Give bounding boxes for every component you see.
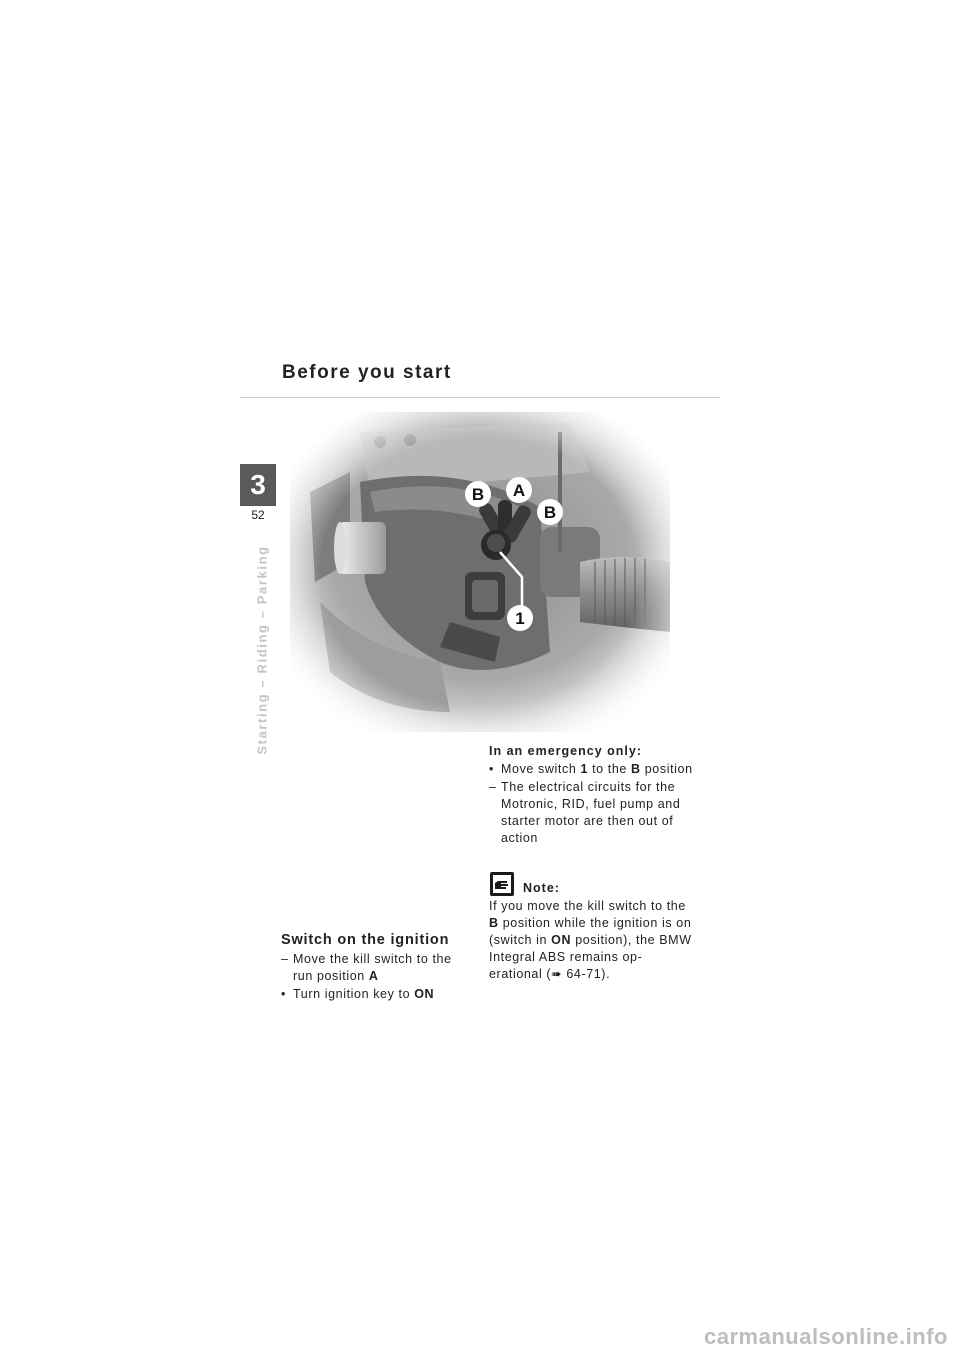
note-text-part: 64-71). — [562, 967, 611, 981]
svg-text:B: B — [543, 503, 557, 522]
note-text-part: position), the BMW Integral ABS remains op-erational ( — [489, 933, 692, 981]
svg-text:B: B — [471, 485, 485, 504]
item-bold: ON — [414, 987, 435, 1001]
page-number: 52 — [251, 508, 265, 522]
item-text: Move switch — [501, 762, 581, 776]
section-side-caption: Starting – Riding – Parking — [254, 545, 270, 755]
list-item — [281, 986, 461, 1003]
list-item — [489, 761, 694, 778]
title-divider — [240, 397, 720, 398]
item-text: position — [640, 762, 693, 776]
item-text: Turn ignition key to — [293, 987, 415, 1001]
bullet-marker: • — [489, 762, 494, 776]
left-column — [281, 932, 461, 1004]
reference-arrow-icon: ➠ — [551, 967, 563, 981]
right-column — [489, 743, 694, 983]
callout-a — [506, 477, 532, 503]
note-text-part: position while the ignition is on (switch in — [489, 916, 692, 947]
dash-marker: – — [489, 780, 497, 794]
item-bold: B — [631, 762, 641, 776]
watermark: carmanualsonline.info — [704, 1324, 948, 1349]
svg-text:A: A — [512, 481, 526, 500]
note-header — [489, 871, 694, 897]
emergency-heading: In an emergency only: — [489, 744, 642, 758]
list-item — [281, 951, 461, 985]
callout-1 — [507, 605, 533, 631]
note-block — [489, 871, 694, 983]
item-bold: A — [368, 969, 379, 983]
list-item — [489, 779, 694, 847]
bullet-marker: • — [281, 987, 286, 1001]
note-text-part: If you move the kill switch to the — [489, 899, 686, 913]
page-title: Before you start — [282, 362, 452, 383]
callout-b-right — [537, 499, 563, 525]
dash-marker: – — [281, 952, 289, 966]
item-bold: 1 — [580, 762, 589, 776]
note-text — [489, 898, 694, 983]
item-text: The electrical circuits for the Motronic, RID, fuel pump and starter motor are then out of action — [501, 780, 681, 845]
callout-b-left — [465, 481, 491, 507]
note-label: Note: — [523, 881, 560, 895]
item-text: Move the kill switch to the run position — [293, 952, 452, 983]
note-bold: ON — [551, 933, 572, 947]
section-heading: Switch on the ignition — [281, 932, 450, 948]
note-bold: B — [489, 916, 499, 930]
item-text: to the — [588, 762, 632, 776]
chapter-tab: 3 — [240, 464, 276, 505]
svg-text:1: 1 — [515, 609, 525, 628]
handlebar-switch-photo — [290, 412, 670, 732]
note-hand-icon — [489, 871, 515, 897]
